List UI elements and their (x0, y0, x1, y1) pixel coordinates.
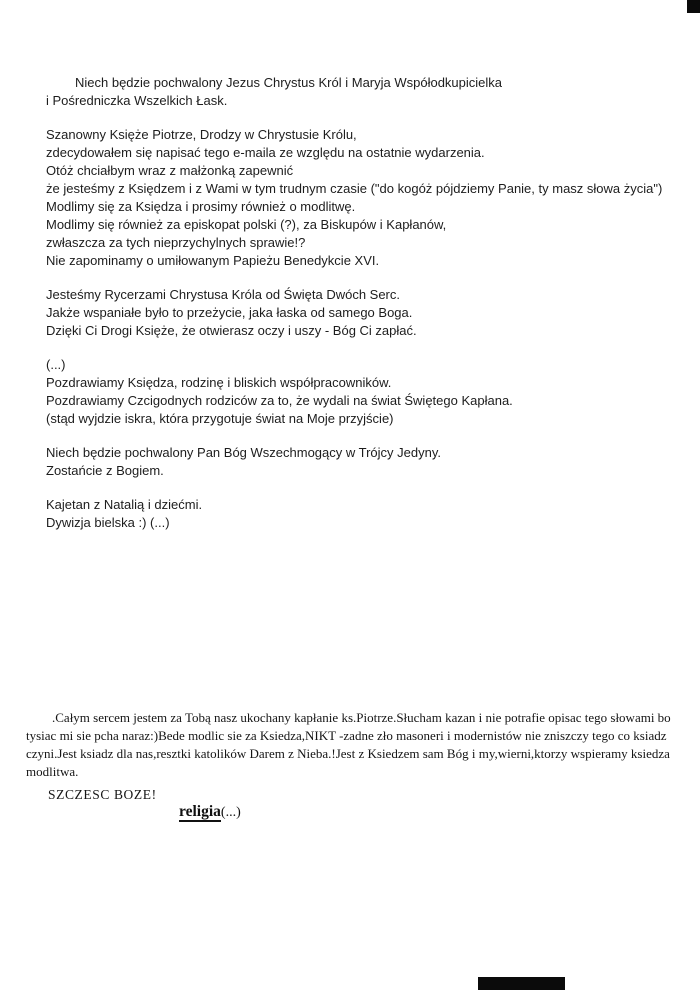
comment-paragraph: .Całym sercem jestem za Tobą nasz ukochany kapłanie ks.Piotrze.Słucham kazan i nie potrafie opisac tego słowami bo tysiac mi sie pcha naraz:)Bede modlic sie za Ksiedza,NIKT -zadne zło masoneri i modernistów nie zniszczy tego co ksiadz czyni.Jest ksiadz dla nas,resztki katolików Darem z Nieba.!Jest z Ksiedzem sam Bóg i my,wierni,ktorzy wspieramy ksiedza modlitwa. (26, 710, 671, 779)
letter-line: Nie zapominamy o umiłowanym Papieżu Benedykcie XVI. (46, 253, 380, 268)
letter-line: (...) (46, 357, 66, 372)
letter-line: Pozdrawiamy Czcigodnych rodziców za to, że wydali na świat Świętego Kapłana. (46, 393, 513, 408)
letter-line: Szanowny Księże Piotrze, Drodzy w Chrystusie Królu, (46, 127, 357, 142)
letter-line: Kajetan z Natalią i dziećmi. (46, 497, 203, 512)
scan-artifact-bottom-bar (478, 977, 565, 990)
letter-line (46, 428, 666, 444)
signature-link-text: religia (179, 803, 221, 820)
signature-suffix: (...) (220, 805, 241, 820)
letter-line (46, 270, 666, 286)
letter-line: Modlimy się również za episkopat polski (?), za Biskupów i Kapłanów, (46, 217, 447, 232)
letter-line: Otóż chciałbym wraz z małżonką zapewnić (46, 163, 294, 178)
letter-line: zdecydowałem się napisać tego e-maila ze względu na ostatnie wydarzenia. (46, 145, 485, 160)
letter-line: Niech będzie pochwalony Pan Bóg Wszechmogący w Trójcy Jedyny. (46, 445, 442, 460)
signature-line (179, 803, 241, 821)
scan-artifact-top-right (687, 0, 700, 13)
letter-line: zwłaszcza za tych nieprzychylnych sprawie!? (46, 235, 306, 250)
letter-line: Dzięki Ci Drogi Księże, że otwierasz oczy i uszy - Bóg Ci zapłać. (46, 323, 417, 338)
closing-text: SZCZESC BOZE! (48, 787, 157, 802)
letter-line: Dywizja bielska :) (...) (46, 515, 170, 530)
letter-line: (stąd wyjdzie iskra, która przygotuje świat na Moje przyjście) (46, 411, 394, 426)
letter-line: i Pośredniczka Wszelkich Łask. (46, 93, 228, 108)
letter-line: Pozdrawiamy Księdza, rodzinę i bliskich współpracowników. (46, 375, 392, 390)
letter-line (46, 480, 666, 496)
letter-line: Jesteśmy Rycerzami Chrystusa Króla od Święta Dwóch Serc. (46, 287, 401, 302)
letter-line: Jakże wspaniałe było to przeżycie, jaka łaska od samego Boga. (46, 305, 413, 320)
letter-line: że jesteśmy z Księdzem i z Wami w tym trudnym czasie ("do kogóż pójdziemy Panie, ty masz słowa życia") (46, 181, 663, 196)
letter-line: Zostańcie z Bogiem. (46, 463, 164, 478)
letter-line: Niech będzie pochwalony Jezus Chrystus Król i Maryja Współodkupicielka (75, 75, 503, 90)
letter-line (46, 340, 666, 356)
letter-line (46, 110, 666, 126)
letter-body (46, 74, 666, 532)
letter-line: Modlimy się za Księdza i prosimy również o modlitwę. (46, 199, 356, 214)
